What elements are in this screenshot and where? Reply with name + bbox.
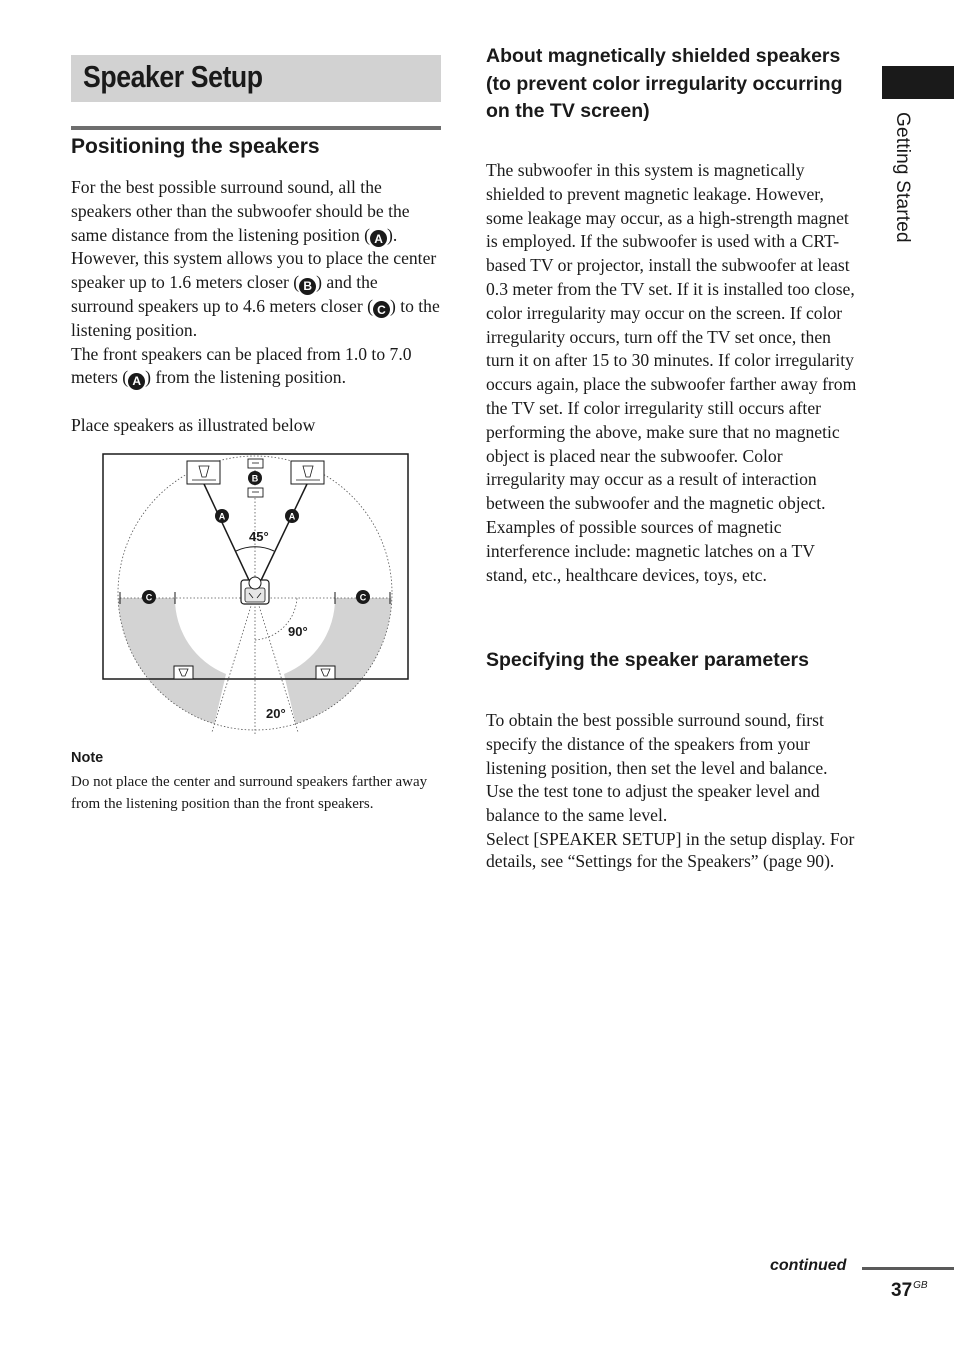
title-bar [71,55,441,102]
shielded-speakers-heading: About magnetically shielded speakers (to prevent color irregularity occurring on the TV screen) [486,45,843,122]
speaker-parameters-heading: Specifying the speaker parameters [486,649,809,671]
note-label: Note [71,750,104,766]
intro-text-3: ) and the surround speakers up to 4.6 meters closer ( [71,272,378,316]
marker-b: B [299,278,316,295]
angle-label-45: 45° [249,529,269,544]
intro-text-2: ). However, this system allows you to place the center speaker up to 1.6 meters closer ( [71,224,437,293]
front-left-speaker-icon [187,461,220,484]
marker-a-right-diagram [285,509,299,523]
page-number [891,1280,928,1302]
speaker-parameters-block [486,709,858,872]
shielded-speakers-block [486,159,858,587]
page-number-suffix: GB [913,1280,928,1291]
surround-left-speaker-icon [174,666,193,679]
intro-paragraph-block [71,176,443,438]
parameters-paragraph-1: To obtain the best possible surround sound, first specify the distance of the speakers from your listening position, then set the level and balance. Use the test tone to adjust the speaker level and balance to the same level. [486,710,828,826]
shielded-paragraph-2: Examples of possible sources of magnetic interference include: magnetic latches on a TV stand, etc., healthcare devices, toys, etc. [486,516,815,585]
svg-text:A: A [218,511,226,522]
marker-a: A [370,230,387,247]
continued-rule [862,1267,954,1270]
marker-a-2: A [128,373,145,390]
front-text-2: ) from the listening position. [145,367,346,388]
listener-icon [241,577,269,604]
svg-text:A: A [288,511,296,522]
side-tab-marker [882,66,954,99]
marker-c-right-diagram [356,590,370,604]
angle-label-90: 90° [288,624,308,639]
intro-text-4: ) to the listening position. [71,295,440,340]
angle-label-20: 20° [266,706,286,721]
front-right-speaker-icon [291,461,324,484]
note-text: Do not place the center and surround speakers farther away from the listening position than the front speakers. [71,774,428,812]
svg-text:B: B [251,473,259,484]
illustration-caption: Place speakers as illustrated below [71,414,316,435]
surround-right-speaker-icon [316,666,335,679]
section-heading: Positioning the speakers [71,135,320,158]
shielded-paragraph-1: The subwoofer in this system is magnetically shielded to prevent magnetic leakage. However, some leakage may occur, as a high-strength magnet is employed. If the subwoofer is used with a CRT-based TV or projector, install the subwoofer at least 0.3 meter from the TV set. If it is installed too close, color irregularity may occur on the screen. If color irregularity occurs, turn off the TV set once, then turn it on after 15 to 30 minutes. If color irregularity occurs again, place the subwoofer farther away from the TV set. If color irregularity still occurs after performing the above, make sure that no magnetic object is placed near the subwoofer. Color irregularity may occur as a result of interaction between the subwoofer and the magnetic object. [486,160,857,514]
page-title: Speaker Setup [83,59,263,94]
marker-b-diagram [248,471,262,485]
side-tab-label: Getting Started [892,112,913,243]
svg-text:C: C [359,592,367,603]
speaker-placement-diagram [100,450,412,740]
parameters-paragraph-2: Select [SPEAKER SETUP] in the setup display. For details, see “Settings for the Speakers” (page 90). [486,828,855,871]
marker-a-left-diagram [215,509,229,523]
section-rule [71,126,441,130]
marker-c-left-diagram [142,590,156,604]
continued-label: continued [770,1257,847,1274]
front-text-1: The front speakers can be placed from 1.0 to 7.0 meters ( [71,343,412,388]
intro-paragraph [71,176,443,343]
front-speaker-paragraph [71,343,443,391]
svg-text:C: C [145,592,153,603]
page-number-value: 37 [891,1280,913,1301]
marker-c: C [373,301,390,318]
intro-text-1: For the best possible surround sound, all the speakers other than the subwoofer should be the same distance from the listening position ( [71,177,410,245]
